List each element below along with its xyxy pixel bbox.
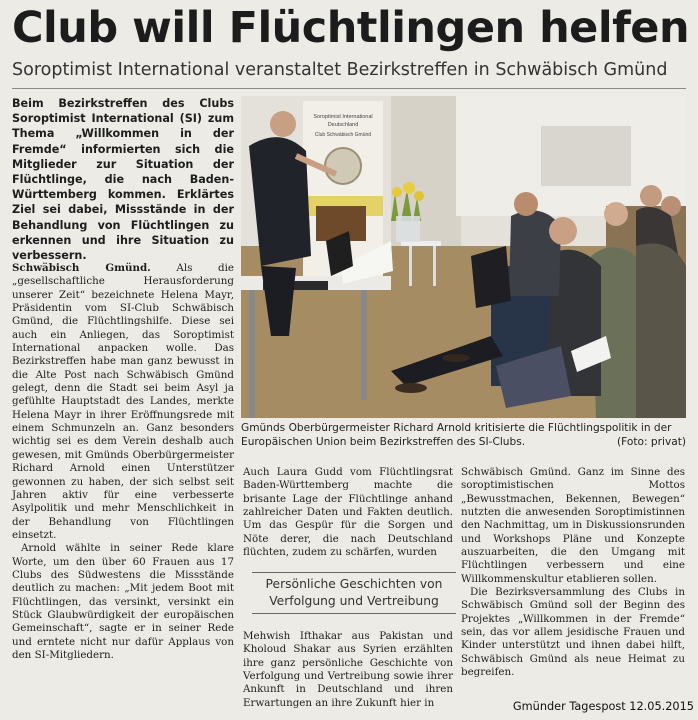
banner-text-line2: Deutschland <box>327 122 359 128</box>
divider <box>12 88 686 89</box>
body-paragraph: Arnold wählte in seiner Rede klare Worte, um den über 60 Frauen aus 17 Clubs des Südwestens die Missstände deutlich zu machen: „Mit jedem Boot mit Flüchtlingen, das versinkt, versinkt ein Stück Glaubwürdigkeit der europäischen Gemeinschaft“, sagte er in seiner Rede und erntete nicht nur dafür Applaus von den SI-Mitgliedern. <box>12 542 234 661</box>
banner-text-line1: Soroptimist International <box>313 114 373 120</box>
caption-text: Gmünds Oberbürgermeister Richard Arnold kritisierte die Flüchtlingspolitik in der Europäischen Union beim Bezirkstreffen des SI-Clubs. <box>241 422 672 449</box>
banner-text-line3: Club Schwäbisch Gmünd <box>314 132 372 138</box>
source-line: Gmünder Tagespost 12.05.2015 <box>512 700 694 713</box>
body-paragraph: Mehwish Ifthakar aus Pakistan und Kholoud Shakar aus Syrien erzählten ihre ganz persönliche Geschichte von Verfolgung und Vertreibung sowie ihrer Ankunft in Deutschland und ihren Erwartungen an ihre Zukunft hier in <box>243 630 453 709</box>
headline: Club will Flüchtlingen helfen <box>12 3 690 53</box>
photo-caption <box>241 421 686 449</box>
body-column-2-continued <box>243 630 453 710</box>
body-column-3 <box>461 466 685 680</box>
body-paragraph: Auch Laura Gudd vom Flüchtlingsrat Baden-Württemberg machte die brisante Lage der Flüchtlinge anhand zahlreicher Daten und Fakten deutlich. Um das Gespür für die Sorgen und Nöte derer, die nach Deutschland flüchten, zudem zu schärfen, wurden <box>243 466 453 559</box>
body-paragraph <box>12 262 234 542</box>
body-column-1 <box>12 262 234 662</box>
subheading: Persönliche Geschichten von Verfolgung und Vertreibung <box>252 572 456 614</box>
lead-paragraph: Beim Bezirkstreffen des Clubs Soroptimist International (SI) zum Thema „Willkommen in der Fremde“ informierten sich die Mitglieder zur Situation der Flüchtlinge, die nach Baden-Württemberg kommen. Erklärtes Ziel sei dabei, Missstände in der Behandlung von Flüchtlingen zu erkennen und ihre Situation zu verbessern. <box>12 97 234 263</box>
body-paragraph-continued: Schwäbisch Gmünd. Ganz im Sinne des soroptimistischen Mottos „Bewusstmachen, Bekennen, Bewegen“ nutzten die anwesenden Soroptimistinnen den Nachmittag, um in Diskussionsrunden und Workshops Pläne und Konzepte auszuarbeiten, die den Umgang mit Flüchtlingen verbessern und eine Willkommenskultur etablieren sollen. <box>461 466 685 585</box>
body-column-2 <box>243 466 453 559</box>
dateline: Schwäbisch Gmünd. <box>12 262 151 274</box>
subheadline: Soroptimist International veranstaltet Bezirkstreffen in Schwäbisch Gmünd <box>12 60 668 80</box>
body-text: Als die „gesellschaftliche Herausforderung unserer Zeit“ bezeichnete Helena Mayr, Präsidentin vom SI-Club Schwäbisch Gmünd, die Flüchtlingshilfe. Diese sei auch ein Anliegen, das Soroptimist International anpacken wolle. Das Bezirkstreffen habe man ganz bewusst in die Alte Post nach Schwäbisch Gmünd gelegt, denn die Stadt sei beim Asyl ja gefühlte Hauptstadt des Landes, merkte Helena Mayr in ihrer Eröffnungsrede mit einem Schmunzeln an. Ganz besonders wichtig sei es dem Verein deshalb auch gewesen, mit Gmünds Oberbürgermeister Richard Arnold einen Unterstützer gewonnen zu haben, der sich selbst seit Jahren aktiv für eine verbesserte Asylpolitik und mehr Menschlichkeit in der Behandlung von Flüchtlingen einsetzt. <box>12 262 234 541</box>
body-paragraph: Die Bezirksversammlung des Clubs in Schwäbisch Gmünd soll der Beginn des Projektes „Willkommen in der Fremde“ sein, das vor allem jesidische Frauen und Kinder unterstützt und ihnen dabei hilft, Schwäbisch Gmünd als neue Heimat zu begreifen. <box>461 586 685 679</box>
article-photo <box>241 96 686 418</box>
photo-credit: (Foto: privat) <box>617 436 686 449</box>
